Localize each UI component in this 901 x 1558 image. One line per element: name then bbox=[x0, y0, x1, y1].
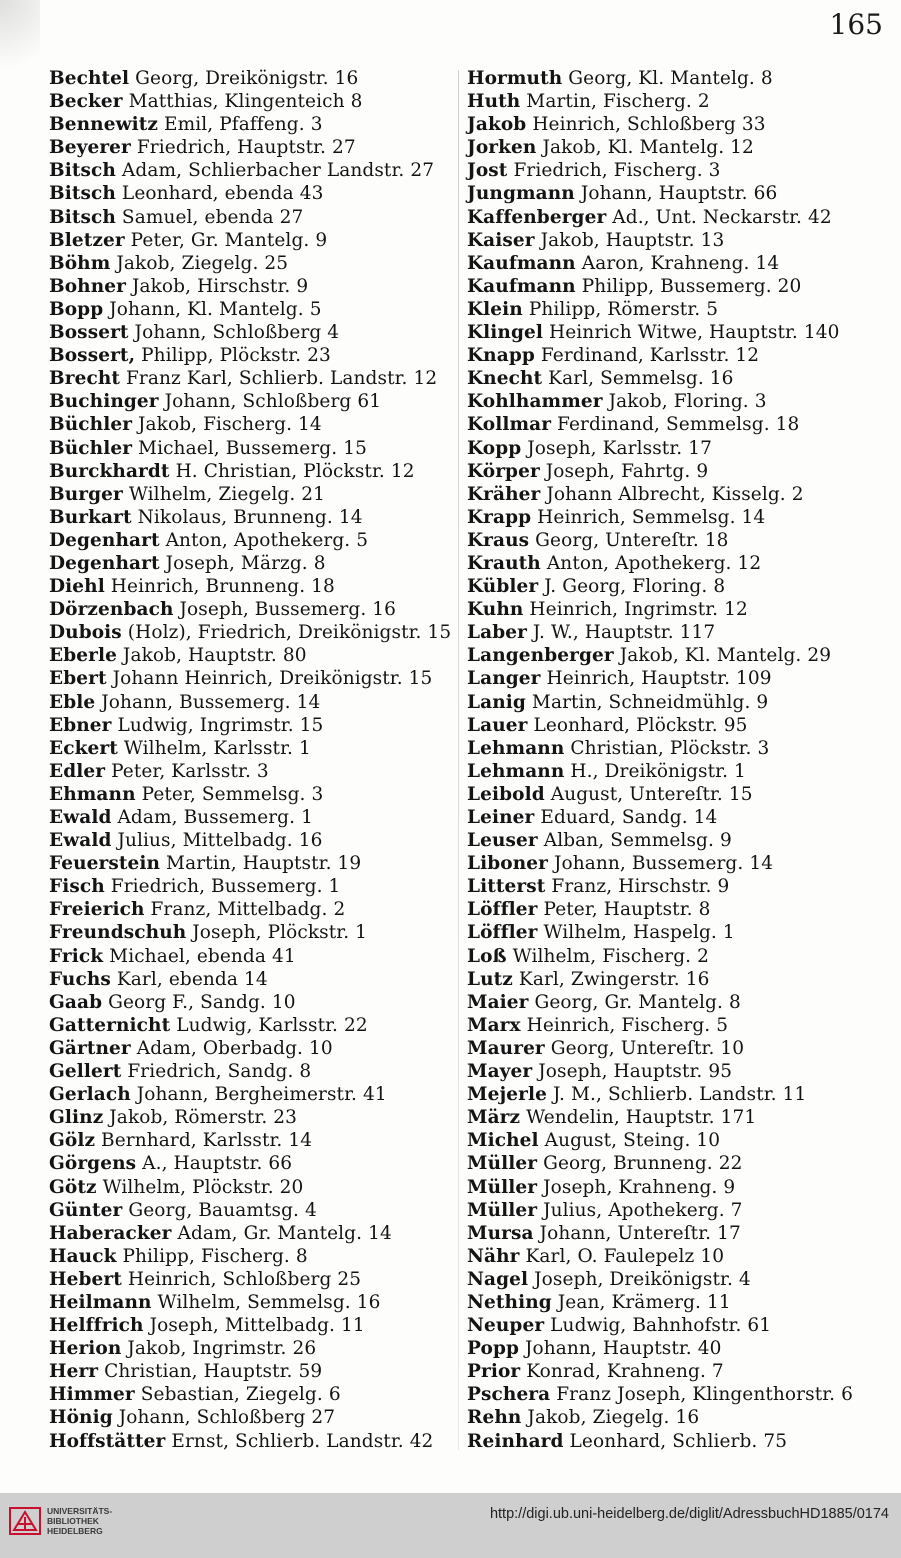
entry-surname: Kübler bbox=[467, 576, 539, 598]
entry-surname: Knapp bbox=[467, 345, 535, 367]
entry-surname: Prior bbox=[467, 1361, 521, 1383]
directory-entry: Feuerstein Martin, Hauptstr. 19 bbox=[49, 853, 362, 875]
directory-entry: Leuser Alban, Semmelsg. 9 bbox=[467, 830, 732, 852]
directory-entry: Kaufmann Aaron, Krahneng. 14 bbox=[467, 252, 780, 274]
directory-entry: Nagel Joseph, Dreikönigstr. 4 bbox=[467, 1268, 751, 1290]
directory-entry: Herion Jakob, Ingrimstr. 26 bbox=[49, 1338, 317, 1360]
entry-surname: Bechtel bbox=[49, 68, 130, 89]
directory-entry: Klingel Heinrich Witwe, Hauptstr. 140 bbox=[467, 322, 840, 344]
entry-surname: Maurer bbox=[467, 1037, 545, 1059]
directory-entry: Lehmann H., Dreikönigstr. 1 bbox=[467, 760, 746, 782]
directory-entry: Degenhart Anton, Apothekerg. 5 bbox=[49, 529, 369, 551]
directory-entry: Bitsch Samuel, ebenda 27 bbox=[49, 206, 304, 228]
entry-surname: Günter bbox=[49, 1199, 123, 1221]
entry-surname: Kuhn bbox=[467, 599, 524, 621]
entry-surname: Müller bbox=[467, 1153, 538, 1175]
directory-entry: Lehmann Christian, Plöckstr. 3 bbox=[467, 737, 770, 759]
entry-surname: Fisch bbox=[49, 876, 105, 898]
entry-surname: Görgens bbox=[49, 1153, 137, 1175]
directory-entry: Hoffstätter Ernst, Schlierb. Landstr. 42 bbox=[49, 1430, 434, 1452]
directory-entry: Litterst Franz, Hirschstr. 9 bbox=[467, 876, 730, 898]
directory-entry: Dubois (Holz), Friedrich, Dreikönigstr. 15 bbox=[49, 622, 452, 644]
entry-surname: Klein bbox=[467, 298, 523, 320]
directory-entry: Mursa Johann, Untereſtr. 17 bbox=[467, 1222, 741, 1244]
entry-surname: Dubois bbox=[49, 622, 122, 644]
directory-entry: März Wendelin, Hauptstr. 171 bbox=[467, 1107, 757, 1129]
library-name-line: HEIDELBERG bbox=[47, 1526, 103, 1536]
library-name bbox=[47, 1506, 112, 1536]
entry-surname: Herion bbox=[49, 1338, 122, 1360]
directory-entry: Jorken Jakob, Kl. Mantelg. 12 bbox=[467, 137, 754, 159]
entry-surname: Gaab bbox=[49, 991, 103, 1013]
directory-entry: Nähr Karl, O. Faulepelz 10 bbox=[467, 1245, 725, 1267]
entry-surname: Nething bbox=[467, 1291, 552, 1313]
entry-surname: Kaufmann bbox=[467, 275, 576, 297]
directory-entry: Helffrich Joseph, Mittelbadg. 11 bbox=[49, 1315, 365, 1337]
source-url[interactable]: http://digi.ub.uni-heidelberg.de/diglit/AdressbuchHD1885/0174 bbox=[489, 1506, 889, 1522]
directory-entry: Fisch Friedrich, Bussemerg. 1 bbox=[49, 876, 341, 898]
entry-surname: Maier bbox=[467, 991, 529, 1013]
directory-entry: Lutz Karl, Zwingerstr. 16 bbox=[467, 968, 710, 990]
entry-surname: Jorken bbox=[467, 137, 537, 159]
directory-entry: Liboner Johann, Bussemerg. 14 bbox=[467, 853, 774, 875]
entry-surname: Kollmar bbox=[467, 414, 552, 436]
directory-entry: Gölz Bernhard, Karlsstr. 14 bbox=[49, 1130, 313, 1152]
entry-surname: Lehmann bbox=[467, 737, 565, 759]
directory-entry: Hönig Johann, Schloßberg 27 bbox=[49, 1407, 336, 1429]
entry-surname: Mursa bbox=[467, 1222, 534, 1244]
entry-surname: Heilmann bbox=[49, 1291, 152, 1313]
directory-entry: Herr Christian, Hauptstr. 59 bbox=[49, 1361, 323, 1383]
entry-surname: Kopp bbox=[467, 437, 522, 459]
directory-entry: Jakob Heinrich, Schloßberg 33 bbox=[467, 114, 766, 136]
directory-entry: Lanig Martin, Schneidmühlg. 9 bbox=[467, 691, 769, 713]
directory-entry: Laber J. W., Hauptstr. 117 bbox=[467, 622, 716, 644]
entry-surname: Büchler bbox=[49, 414, 133, 436]
entry-surname: Gölz bbox=[49, 1130, 96, 1152]
page-number: 165 bbox=[829, 8, 883, 41]
directory-entry: Burger Wilhelm, Ziegelg. 21 bbox=[49, 483, 326, 505]
entry-surname: Freundschuh bbox=[49, 922, 187, 944]
entry-surname: Kohlhammer bbox=[467, 391, 603, 413]
directory-entry: Pschera Franz Joseph, Klingenthorstr. 6 bbox=[467, 1384, 853, 1406]
entry-surname: Hoffstätter bbox=[49, 1430, 166, 1452]
directory-entry: Bennewitz Emil, Pfaffeng. 3 bbox=[49, 114, 323, 136]
entry-surname: Helffrich bbox=[49, 1315, 144, 1337]
directory-entry: Jungmann Johann, Hauptstr. 66 bbox=[467, 183, 778, 205]
entry-surname: Rehn bbox=[467, 1407, 522, 1429]
directory-entry: Gärtner Adam, Oberbadg. 10 bbox=[49, 1037, 333, 1059]
entry-surname: Burckhardt bbox=[49, 460, 170, 482]
entry-surname: Brecht bbox=[49, 368, 121, 390]
entry-surname: Glinz bbox=[49, 1107, 104, 1129]
entry-surname: Beyerer bbox=[49, 137, 131, 159]
entry-surname: Büchler bbox=[49, 437, 133, 459]
directory-entry: Ebert Johann Heinrich, Dreikönigstr. 15 bbox=[49, 668, 433, 690]
directory-entry: Ewald Adam, Bussemerg. 1 bbox=[49, 807, 313, 828]
entry-surname: Klingel bbox=[467, 322, 544, 344]
entry-surname: Lauer bbox=[467, 714, 528, 736]
library-name-line: BIBLIOTHEK bbox=[47, 1516, 99, 1526]
directory-entry: Leibold August, Untereſtr. 15 bbox=[467, 783, 753, 805]
directory-entry: Popp Johann, Hauptstr. 40 bbox=[467, 1338, 722, 1360]
entry-surname: Mayer bbox=[467, 1061, 533, 1083]
entry-surname: Mejerle bbox=[467, 1084, 547, 1106]
entry-surname: Marx bbox=[467, 1014, 521, 1036]
entry-surname: Müller bbox=[467, 1199, 538, 1221]
entry-surname: Feuerstein bbox=[49, 853, 161, 875]
entry-surname: Knecht bbox=[467, 368, 543, 390]
directory-entry: Körper Joseph, Fahrtg. 9 bbox=[467, 460, 709, 482]
entry-surname: Himmer bbox=[49, 1384, 135, 1406]
entry-surname: Jakob bbox=[467, 114, 527, 136]
entry-surname: Diehl bbox=[49, 576, 105, 598]
entry-surname: Krapp bbox=[467, 506, 532, 528]
directory-entry: Loß Wilhelm, Fischerg. 2 bbox=[467, 945, 709, 967]
entry-surname: Ewald bbox=[49, 830, 112, 852]
directory-entry: Michel August, Steing. 10 bbox=[467, 1130, 721, 1152]
directory-entry: Bossert, Philipp, Plöckstr. 23 bbox=[49, 345, 331, 367]
directory-entry: Himmer Sebastian, Ziegelg. 6 bbox=[49, 1384, 341, 1406]
entry-surname: Reinhard bbox=[467, 1430, 564, 1452]
directory-entry: Gerlach Johann, Bergheimerstr. 41 bbox=[49, 1084, 387, 1106]
directory-entry: Bossert Johann, Schloßberg 4 bbox=[49, 322, 340, 344]
directory-entry: Becker Matthias, Klingenteich 8 bbox=[49, 91, 363, 113]
entry-surname: Jungmann bbox=[467, 183, 575, 205]
directory-entry: Löffler Peter, Hauptstr. 8 bbox=[467, 899, 711, 921]
directory-entry: Büchler Jakob, Fischerg. 14 bbox=[49, 414, 322, 436]
directory-entry: Görgens A., Hauptstr. 66 bbox=[49, 1153, 293, 1175]
entry-surname: Michel bbox=[467, 1130, 539, 1152]
directory-entry: Bitsch Leonhard, ebenda 43 bbox=[49, 183, 324, 205]
directory-entry: Hebert Heinrich, Schloßberg 25 bbox=[49, 1268, 362, 1290]
directory-entry: Freundschuh Joseph, Plöckstr. 1 bbox=[49, 922, 368, 944]
directory-entry: Böhm Jakob, Ziegelg. 25 bbox=[49, 252, 289, 274]
directory-entry: Eberle Jakob, Hauptstr. 80 bbox=[49, 645, 307, 667]
library-name-line: UNIVERSITÄTS- bbox=[47, 1506, 113, 1516]
directory-entry: Marx Heinrich, Fischerg. 5 bbox=[467, 1014, 729, 1036]
entry-surname: Eble bbox=[49, 691, 96, 713]
directory-entry: Bopp Johann, Kl. Mantelg. 5 bbox=[49, 298, 322, 320]
directory-entry: Reinhard Leonhard, Schlierb. 75 bbox=[467, 1430, 788, 1452]
directory-entry: Kuhn Heinrich, Ingrimstr. 12 bbox=[467, 599, 748, 621]
entry-surname: Freierich bbox=[49, 899, 145, 921]
directory-entry: Kopp Joseph, Karlsstr. 17 bbox=[467, 437, 712, 459]
directory-entry: Freierich Franz, Mittelbadg. 2 bbox=[49, 899, 346, 921]
entry-surname: Bohner bbox=[49, 275, 126, 297]
entry-surname: Gärtner bbox=[49, 1037, 131, 1059]
entry-surname: Buchinger bbox=[49, 391, 159, 413]
directory-entry: Diehl Heinrich, Brunneng. 18 bbox=[49, 576, 335, 598]
entry-surname: Bletzer bbox=[49, 229, 125, 251]
directory-entry: Günter Georg, Bauamtsg. 4 bbox=[49, 1199, 317, 1221]
entry-surname: Becker bbox=[49, 91, 123, 113]
directory-entry: Mejerle J. M., Schlierb. Landstr. 11 bbox=[467, 1084, 807, 1106]
entry-surname: Lehmann bbox=[467, 760, 565, 782]
entry-surname: Kaufmann bbox=[467, 252, 576, 274]
entry-surname: Müller bbox=[467, 1176, 538, 1198]
entry-surname: Hebert bbox=[49, 1268, 122, 1290]
directory-entry: Lauer Leonhard, Plöckstr. 95 bbox=[467, 714, 748, 736]
left-column bbox=[49, 67, 459, 1453]
entry-surname: Eberle bbox=[49, 645, 117, 667]
entry-surname: Hönig bbox=[49, 1407, 113, 1429]
entry-surname: Hauck bbox=[49, 1245, 117, 1267]
entry-surname: Burkart bbox=[49, 506, 132, 528]
entry-surname: Burger bbox=[49, 483, 123, 505]
directory-entry: Krapp Heinrich, Semmelsg. 14 bbox=[467, 506, 766, 528]
directory-entry: Edler Peter, Karlsstr. 3 bbox=[49, 760, 269, 782]
entry-surname: Nagel bbox=[467, 1268, 529, 1290]
entry-surname: Ehmann bbox=[49, 783, 136, 805]
directory-entry: Burkart Nikolaus, Brunneng. 14 bbox=[49, 506, 363, 528]
directory-entry: Hormuth Georg, Kl. Mantelg. 8 bbox=[467, 68, 773, 89]
directory-entry: Degenhart Joseph, Märzg. 8 bbox=[49, 552, 326, 574]
library-logo[interactable] bbox=[8, 1504, 112, 1538]
directory-entry: Maier Georg, Gr. Mantelg. 8 bbox=[467, 991, 741, 1013]
entry-surname: Lanig bbox=[467, 691, 526, 713]
entry-surname: Hormuth bbox=[467, 68, 563, 89]
directory-entry: Rehn Jakob, Ziegelg. 16 bbox=[467, 1407, 700, 1429]
directory-entry: Büchler Michael, Bussemerg. 15 bbox=[49, 437, 367, 459]
directory-entry: Bletzer Peter, Gr. Mantelg. 9 bbox=[49, 229, 328, 251]
directory-entry: Götz Wilhelm, Plöckstr. 20 bbox=[49, 1176, 304, 1198]
entry-surname: Bitsch bbox=[49, 206, 116, 228]
entry-surname: Kraus bbox=[467, 529, 530, 551]
directory-entry: Leiner Eduard, Sandg. 14 bbox=[467, 807, 718, 828]
entry-surname: Götz bbox=[49, 1176, 97, 1198]
entry-surname: Loß bbox=[467, 945, 507, 967]
entry-surname: Bopp bbox=[49, 298, 104, 320]
entry-surname: Dörzenbach bbox=[49, 599, 174, 621]
directory-entry: Bechtel Georg, Dreikönigstr. 16 bbox=[49, 68, 359, 89]
entry-surname: Litterst bbox=[467, 876, 546, 898]
directory-entry: Gellert Friedrich, Sandg. 8 bbox=[49, 1061, 312, 1083]
directory-entry: Maurer Georg, Untereſtr. 10 bbox=[467, 1037, 745, 1059]
directory-entry: Hauck Philipp, Fischerg. 8 bbox=[49, 1245, 308, 1267]
directory-entry: Ewald Julius, Mittelbadg. 16 bbox=[49, 830, 323, 852]
directory-entry: Buchinger Johann, Schloßberg 61 bbox=[49, 391, 382, 413]
directory-entry: Eckert Wilhelm, Karlsstr. 1 bbox=[49, 737, 311, 759]
footer-bar bbox=[0, 1493, 901, 1558]
entry-surname: Fuchs bbox=[49, 968, 111, 990]
entry-surname: Edler bbox=[49, 760, 106, 782]
entry-surname: Leibold bbox=[467, 783, 545, 805]
entry-surname: Eckert bbox=[49, 737, 118, 759]
directory-entry: Gaab Georg F., Sandg. 10 bbox=[49, 991, 296, 1013]
directory-entry: Ebner Ludwig, Ingrimstr. 15 bbox=[49, 714, 324, 736]
directory-entry: Fuchs Karl, ebenda 14 bbox=[49, 968, 268, 990]
directory-entry: Haberacker Adam, Gr. Mantelg. 14 bbox=[49, 1222, 392, 1244]
directory-entry: Frick Michael, ebenda 41 bbox=[49, 945, 296, 967]
entry-surname: Huth bbox=[467, 91, 521, 113]
entry-surname: Laber bbox=[467, 622, 527, 644]
entry-surname: Gatternicht bbox=[49, 1014, 171, 1036]
entry-surname: Ebert bbox=[49, 668, 107, 690]
entry-surname: Bennewitz bbox=[49, 114, 158, 136]
directory-entry: Kaffenberger Ad., Unt. Neckarstr. 42 bbox=[467, 206, 832, 228]
directory-entry: Kübler J. Georg, Floring. 8 bbox=[467, 576, 726, 598]
directory-entry: Krauth Anton, Apothekerg. 12 bbox=[467, 552, 762, 574]
entry-surname: Langer bbox=[467, 668, 541, 690]
directory-entry: Beyerer Friedrich, Hauptstr. 27 bbox=[49, 137, 356, 159]
directory-entry: Kraus Georg, Untereſtr. 18 bbox=[467, 529, 729, 551]
directory-entry: Kaiser Jakob, Hauptstr. 13 bbox=[467, 229, 725, 251]
directory-entry: Prior Konrad, Krahneng. 7 bbox=[467, 1361, 724, 1383]
entry-surname: Nähr bbox=[467, 1245, 520, 1267]
directory-entry: Langer Heinrich, Hauptstr. 109 bbox=[467, 668, 772, 690]
column-divider bbox=[458, 70, 459, 1450]
directory-entry: Bohner Jakob, Hirschstr. 9 bbox=[49, 275, 309, 297]
entry-surname: Bossert bbox=[49, 322, 129, 344]
entry-surname: Neuper bbox=[467, 1315, 545, 1337]
entry-surname: Gellert bbox=[49, 1061, 122, 1083]
directory-entry: Bitsch Adam, Schlierbacher Landstr. 27 bbox=[49, 160, 435, 182]
entry-surname: Böhm bbox=[49, 252, 111, 274]
entry-surname: Kaffenberger bbox=[467, 206, 607, 228]
directory-entry: Jost Friedrich, Fischerg. 3 bbox=[467, 160, 721, 182]
directory-entry: Kaufmann Philipp, Bussemerg. 20 bbox=[467, 275, 802, 297]
directory-entry: Heilmann Wilhelm, Semmelsg. 16 bbox=[49, 1291, 381, 1313]
university-seal-icon bbox=[8, 1504, 42, 1538]
directory-entry: Eble Johann, Bussemerg. 14 bbox=[49, 691, 321, 713]
entry-surname: Gerlach bbox=[49, 1084, 131, 1106]
directory-entry: Klein Philipp, Römerstr. 5 bbox=[467, 298, 719, 320]
entry-surname: Lutz bbox=[467, 968, 513, 990]
directory-entry: Gatternicht Ludwig, Karlsstr. 22 bbox=[49, 1014, 368, 1036]
directory-entry: Glinz Jakob, Römerstr. 23 bbox=[49, 1107, 298, 1129]
entry-surname: Haberacker bbox=[49, 1222, 172, 1244]
entry-surname: Frick bbox=[49, 945, 104, 967]
directory-entry: Kohlhammer Jakob, Floring. 3 bbox=[467, 391, 767, 413]
entry-surname: Bitsch bbox=[49, 160, 116, 182]
entry-surname: März bbox=[467, 1107, 521, 1129]
directory-entry: Langenberger Jakob, Kl. Mantelg. 29 bbox=[467, 645, 832, 667]
directory-entry: Neuper Ludwig, Bahnhofstr. 61 bbox=[467, 1315, 772, 1337]
directory-entry: Huth Martin, Fischerg. 2 bbox=[467, 91, 710, 113]
directory-entry: Burckhardt H. Christian, Plöckstr. 12 bbox=[49, 460, 415, 482]
entry-surname: Pschera bbox=[467, 1384, 551, 1406]
directory-entry: Löffler Wilhelm, Haspelg. 1 bbox=[467, 922, 735, 944]
entry-surname: Herr bbox=[49, 1361, 99, 1383]
entry-surname: Liboner bbox=[467, 853, 548, 875]
entry-surname: Löffler bbox=[467, 922, 538, 944]
directory-entry: Ehmann Peter, Semmelsg. 3 bbox=[49, 783, 324, 805]
directory-entry: Knapp Ferdinand, Karlsstr. 12 bbox=[467, 345, 760, 367]
entry-surname: Kräher bbox=[467, 483, 541, 505]
right-column bbox=[467, 67, 897, 1453]
directory-entry: Müller Julius, Apothekerg. 7 bbox=[467, 1199, 743, 1221]
directory-entry: Brecht Franz Karl, Schlierb. Landstr. 12 bbox=[49, 368, 438, 390]
entry-surname: Popp bbox=[467, 1338, 520, 1360]
entry-surname: Ebner bbox=[49, 714, 112, 736]
entry-surname: Jost bbox=[467, 160, 508, 182]
entry-surname: Krauth bbox=[467, 552, 541, 574]
entry-surname: Körper bbox=[467, 460, 540, 482]
directory-entry: Müller Joseph, Krahneng. 9 bbox=[467, 1176, 736, 1198]
entry-surname: Leiner bbox=[467, 807, 535, 828]
entry-surname: Degenhart bbox=[49, 552, 160, 574]
entry-surname: Leuser bbox=[467, 830, 538, 852]
entry-surname: Kaiser bbox=[467, 229, 535, 251]
entry-surname: Degenhart bbox=[49, 529, 160, 551]
directory-entry: Dörzenbach Joseph, Bussemerg. 16 bbox=[49, 599, 397, 621]
entry-surname: Ewald bbox=[49, 807, 112, 828]
directory-entry: Knecht Karl, Semmelsg. 16 bbox=[467, 368, 734, 390]
directory-entry: Nething Jean, Krämerg. 11 bbox=[467, 1291, 731, 1313]
entry-surname: Löffler bbox=[467, 899, 538, 921]
entry-surname: Bitsch bbox=[49, 183, 116, 205]
directory-entry: Mayer Joseph, Hauptstr. 95 bbox=[467, 1061, 733, 1083]
directory-entry: Kollmar Ferdinand, Semmelsg. 18 bbox=[467, 414, 800, 436]
directory-entry: Müller Georg, Brunneng. 22 bbox=[467, 1153, 743, 1175]
entry-surname: Langenberger bbox=[467, 645, 614, 667]
directory-entry: Kräher Johann Albrecht, Kisselg. 2 bbox=[467, 483, 804, 505]
entry-surname: Bossert, bbox=[49, 345, 136, 367]
